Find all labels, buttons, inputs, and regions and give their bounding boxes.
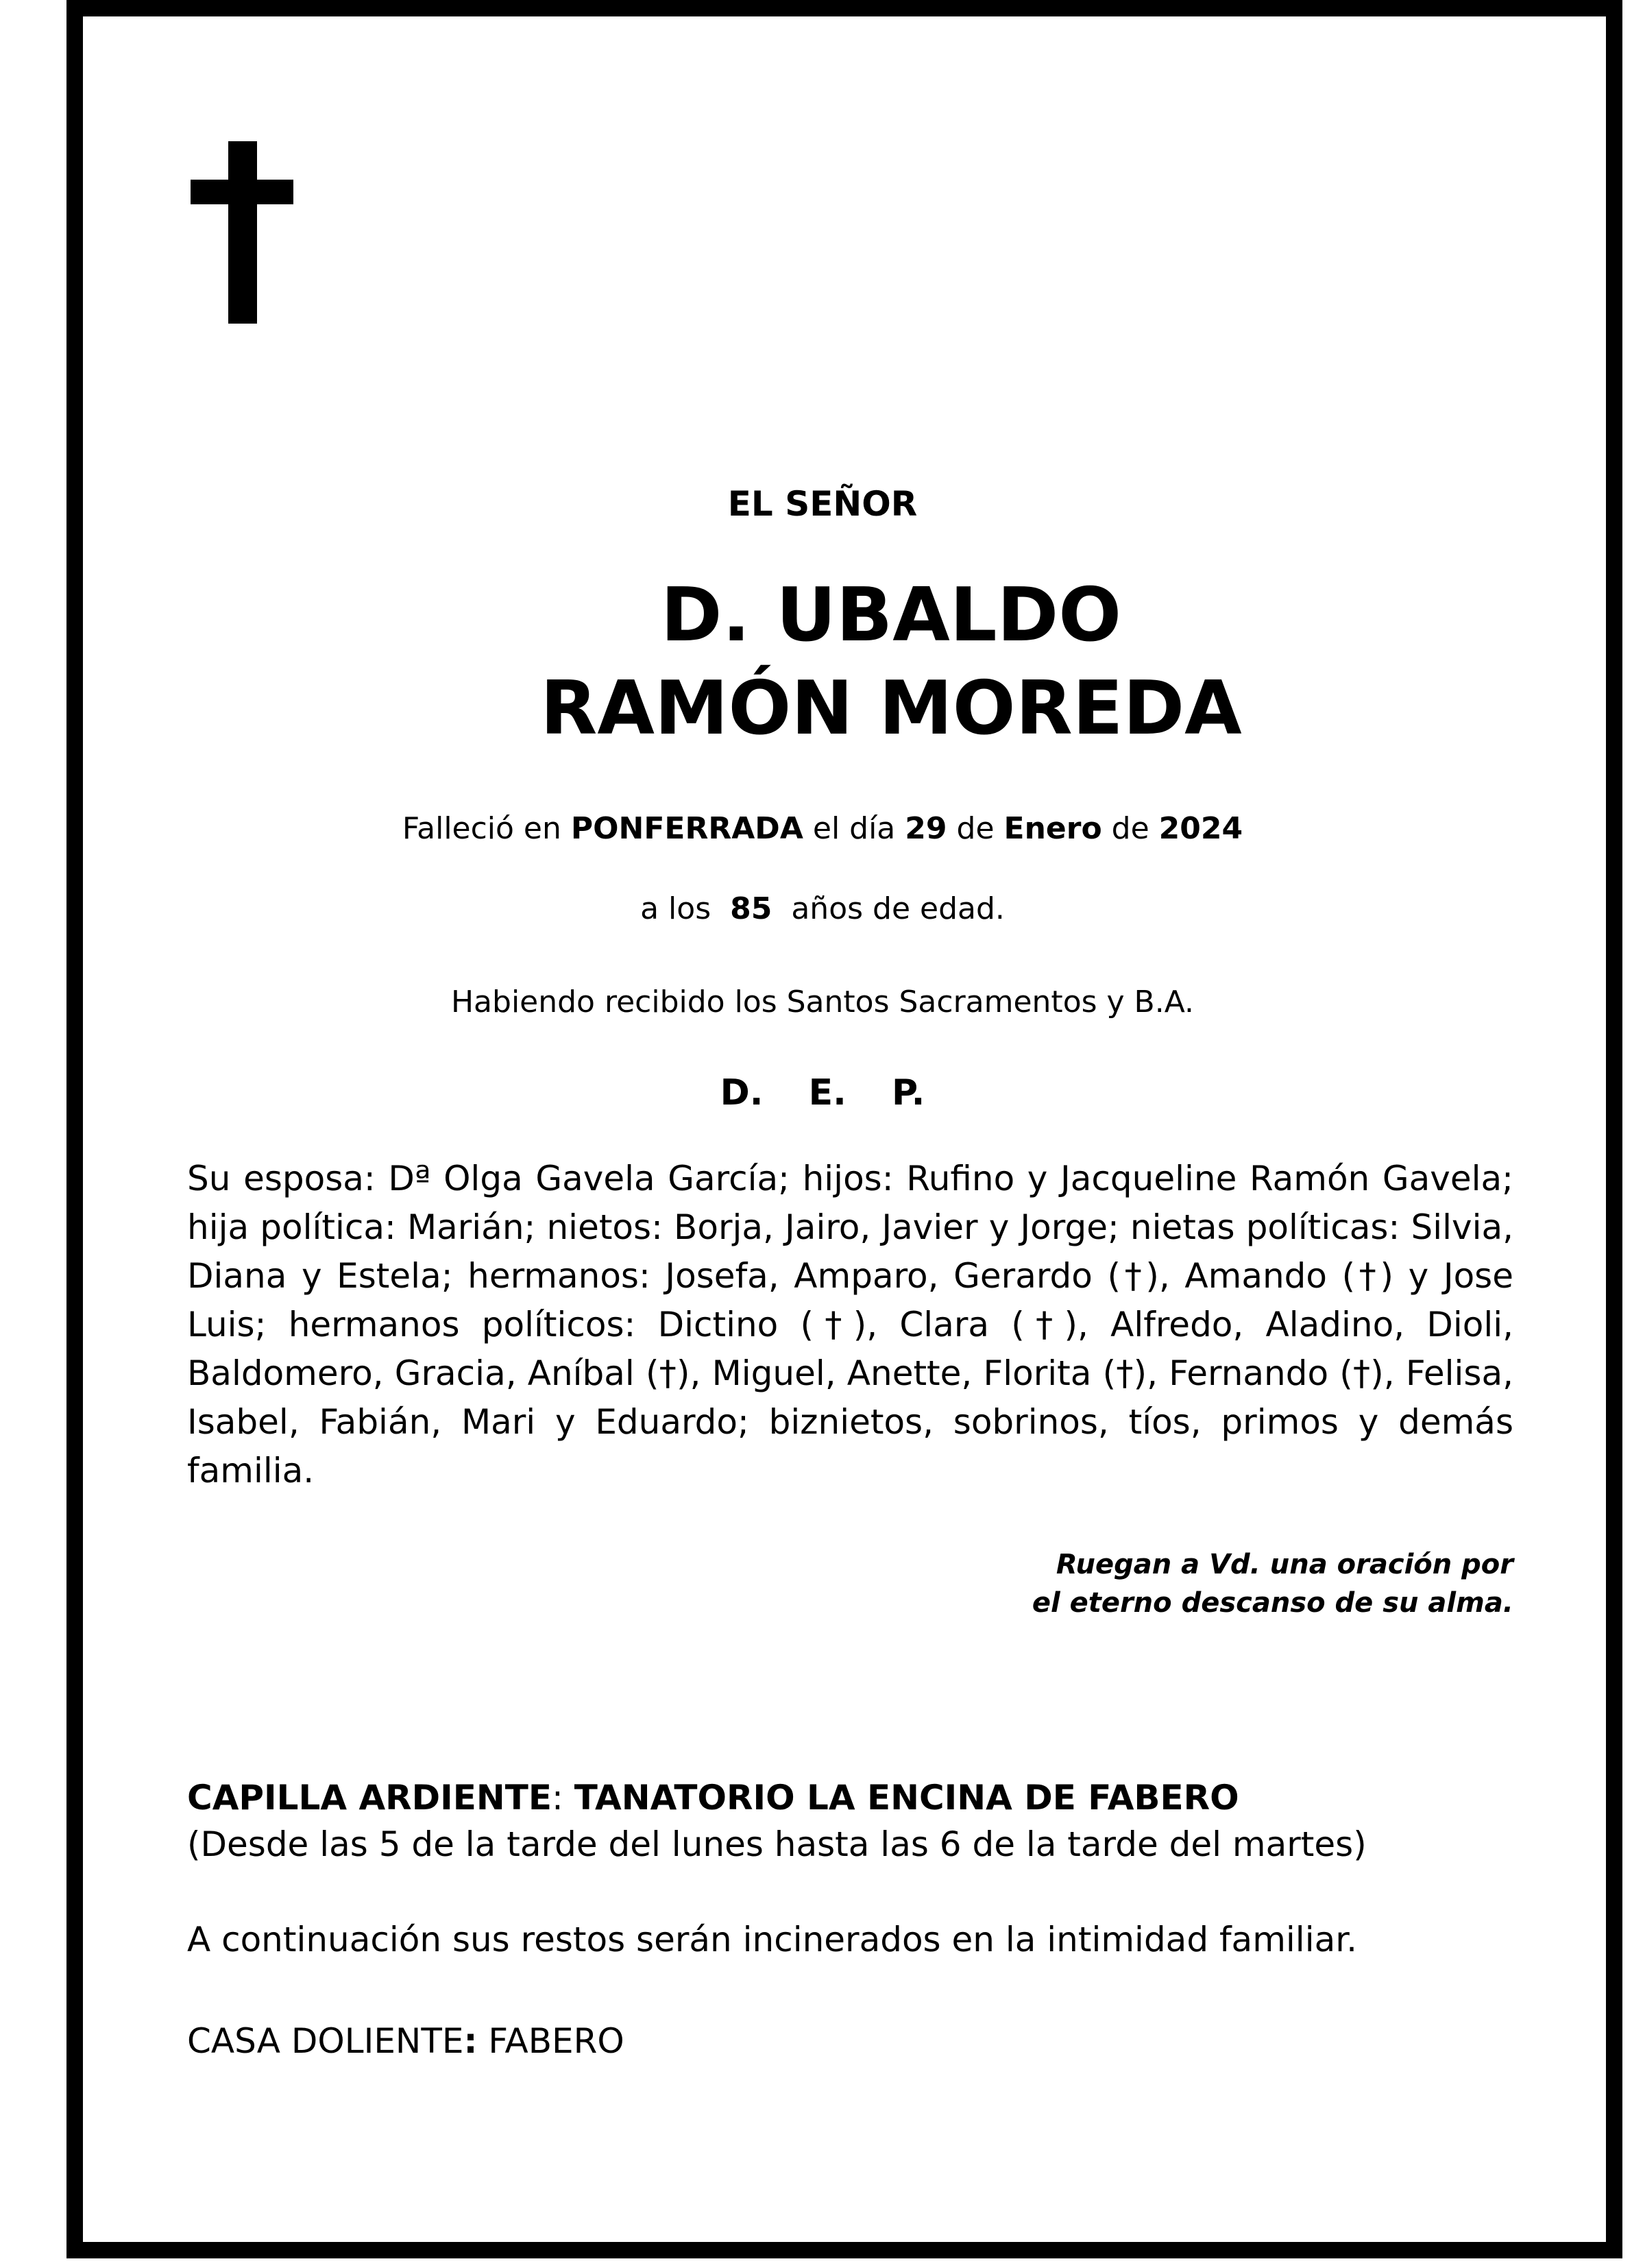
name-line-1: D. UBALDO	[660, 572, 1122, 658]
wake-label: CAPILLA ARDIENTE	[187, 1778, 552, 1818]
sacraments-note: Habiendo recibido los Santos Sacramentos y B.A.	[450, 985, 1195, 1020]
name-line-2: RAMÓN MOREDA	[540, 666, 1242, 751]
prayer-line-1: Ruegan a Vd. una oración por	[1056, 1549, 1513, 1580]
honorific: EL SEÑOR	[727, 484, 918, 524]
death-year: 2024	[1158, 811, 1243, 846]
death-place: PONFERRADA	[570, 811, 803, 846]
age-prefix: a los	[640, 891, 711, 926]
house-place: FABERO	[488, 2021, 624, 2061]
age-info	[137, 891, 1508, 926]
cross-horizontal-bar	[191, 180, 293, 204]
death-day-prefix: el día	[812, 811, 896, 846]
latin-cross-icon	[191, 141, 293, 324]
mourning-house	[187, 2021, 1558, 2061]
cross-vertical-bar	[228, 141, 257, 324]
wake-place: TANATORIO LA ENCINA DE FABERO	[574, 1778, 1239, 1818]
death-month-prefix: de	[956, 811, 995, 846]
prayer-line-2: el eterno descanso de su alma.	[1032, 1587, 1513, 1619]
wake-hours: (Desde las 5 de la tarde del lunes hasta las 6 de la tarde del martes)	[187, 1824, 1367, 1864]
age-suffix: años de edad.	[791, 891, 1005, 926]
death-info	[137, 811, 1508, 846]
deceased-name	[411, 569, 1371, 756]
wake-info	[187, 1774, 1558, 1868]
wake-heading	[187, 1774, 1558, 1821]
death-year-prefix: de	[1111, 811, 1149, 846]
house-label: CASA DOLIENTE	[187, 2021, 464, 2061]
age-value: 85	[730, 891, 772, 926]
wake-separator: :	[552, 1778, 563, 1818]
prayer-request	[823, 1545, 1513, 1622]
death-prefix: Falleció en	[402, 811, 561, 846]
cremation-note: A continuación sus restos serán incinerados en la intimidad familiar.	[187, 1920, 1358, 1959]
house-separator: :	[463, 2021, 478, 2061]
death-day: 29	[905, 811, 947, 846]
death-month: Enero	[1003, 811, 1102, 846]
family-list: Su esposa: Dª Olga Gavela García; hijos: Rufino y Jacqueline Ramón Gavela; hija política: Marián; nietos: Borja, Jairo, Javier y Jorge; nietas políticas: Silvia, Diana y Estela; hermanos: Josefa, Amparo, Gerardo (†), Amando (†) y Jose Luis; hermanos políticos: Dictino (†), Clara (†), Alfredo, Aladino, Dioli, Baldomero, Gracia, Aníbal (†), Miguel, Anette, Florita (†), Fernando (†), Felisa, Isabel, Fabián, Mari y Eduardo; biznietos, sobrinos, tíos, primos y demás familia.	[187, 1159, 1513, 1491]
dep-abbreviation: D. E. P.	[720, 1072, 925, 1113]
